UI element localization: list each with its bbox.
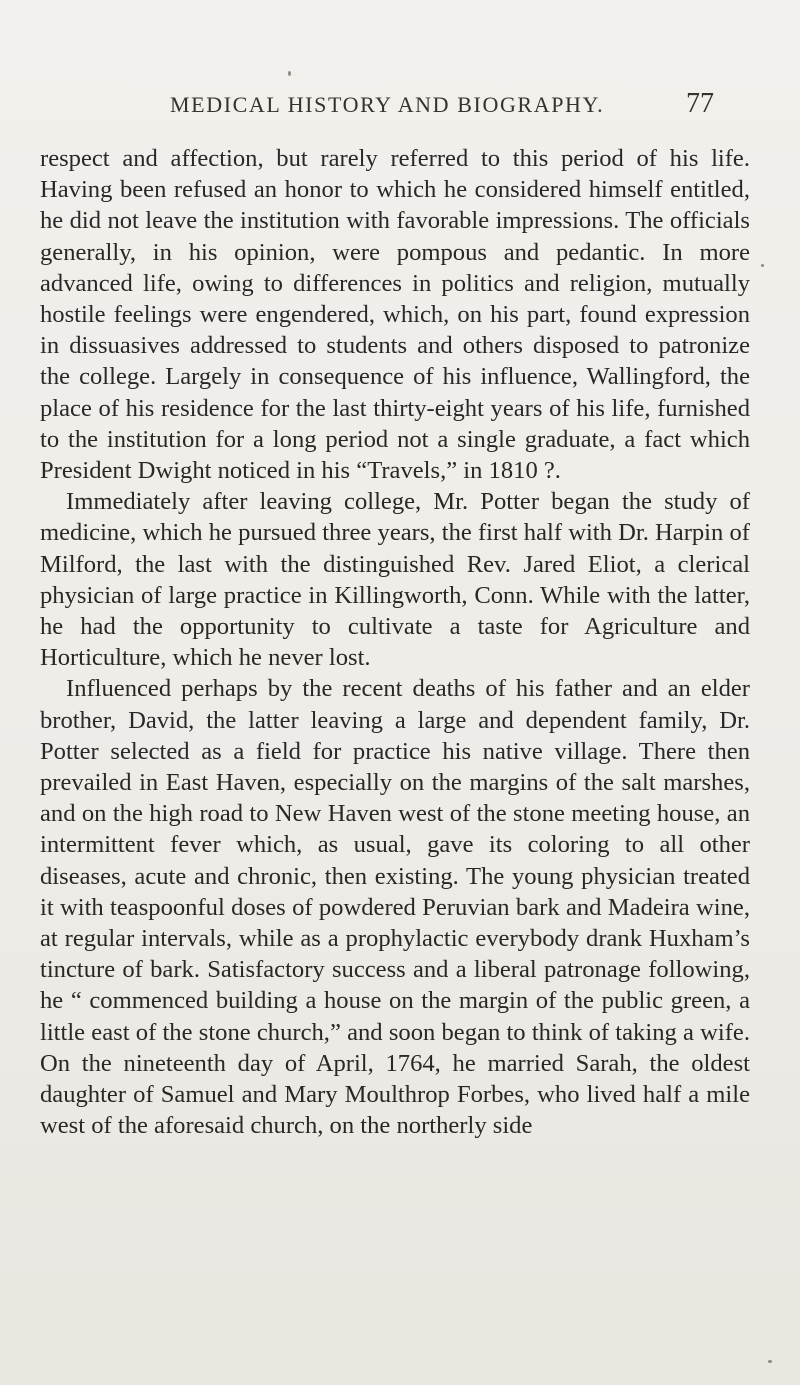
paragraph-practice: Influenced perhaps by the recent deaths of his father and an elder brother, David, the latter leaving a large and dependent family, Dr. Potter selected as a field for practice his native village. There then prevailed in East Haven, especially on the margins of the salt marshes, and on the high road to New Haven west of the stone meeting house, an intermittent fever which, as usual, gave its coloring to all other diseases, acute and chronic, then existing. The young physician treated it with teaspoonful doses of powdered Peruvian bark and Madeira wine, at regular intervals, while as a prophylactic everybody drank Huxham’s tincture of bark. Satisfactory success and a liberal patronage following, he “ commenced building a house on the margin of the public green, a little east of the stone church,” and soon began to think of taking a wife. On the nineteenth day of April, 1764, he married Sarah, the oldest daughter of Samuel and Mary Moulthrop Forbes, who lived half a mile west of the aforesaid church, on the northerly side bbox=[40, 675, 750, 1140]
page-header bbox=[170, 88, 714, 126]
paragraph-medical-study: Immediately after leaving college, Mr. Potter began the study of medicine, which he pursued three years, the first half with Dr. Harpin of Milford, the last with the distinguished Rev. Jared Eliot, a clerical physician of large practice in Killingworth, Conn. While with the latter, he had the opportunity to cultivate a taste for Agriculture and Horticulture, which he never lost. bbox=[40, 488, 750, 672]
page-number: 77 bbox=[686, 88, 714, 119]
paragraph-continued: respect and affection, but rarely referred to this period of his life. Having been refused an honor to which he considered himself entitled, he did not leave the institution with favorable impressions. The officials generally, in his opinion, were pompous and pedantic. In more advanced life, owing to differences in politics and religion, mutually hostile feelings were engendered, which, on his part, found expression in dissuasives addressed to students and others disposed to patronize the college. Largely in consequence of his influence, Wallingford, the place of his residence for the last thirty-eight years of his life, furnished to the institution for a long period not a single graduate, a fact which President Dwight noticed in his “Travels,” in 1810 ?. bbox=[40, 145, 750, 485]
body-text bbox=[40, 143, 750, 1142]
margin-speck bbox=[768, 1360, 772, 1363]
margin-speck bbox=[761, 264, 764, 267]
running-title: MEDICAL HISTORY AND BIOGRAPHY. bbox=[170, 92, 605, 117]
margin-speck bbox=[288, 71, 291, 76]
